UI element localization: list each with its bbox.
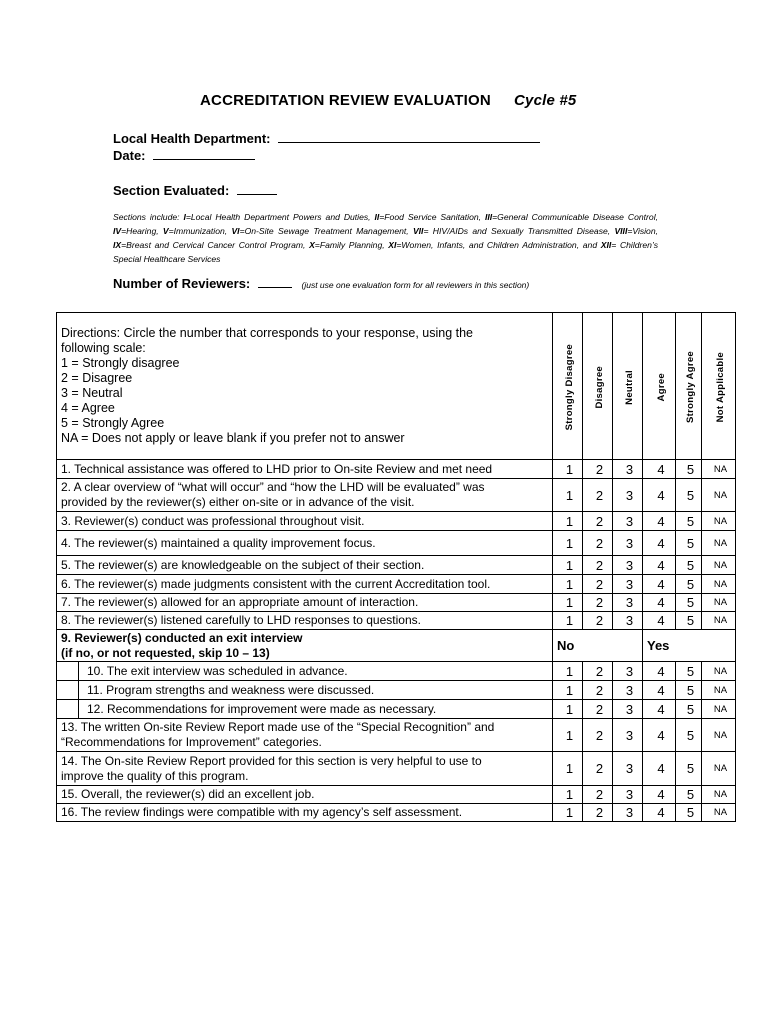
header-strongly-disagree: Strongly Disagree (553, 313, 583, 460)
indent-spacer (57, 662, 79, 681)
question-text: 5. The reviewer(s) are knowledgeable on the subject of their section. (57, 556, 553, 575)
section-text: =On-Site Sewage Treatment Management, (239, 226, 413, 236)
question-text: 6. The reviewer(s) made judgments consistent with the current Accreditation tool. (57, 575, 553, 594)
directions-cell (57, 313, 553, 460)
rating-na[interactable]: NA (702, 575, 736, 594)
section-numeral: VII (412, 226, 424, 236)
rating-2[interactable]: 2 (583, 612, 613, 630)
question-text: 7. The reviewer(s) allowed for an appropriate amount of interaction. (57, 594, 553, 612)
rating-3[interactable]: 3 (613, 556, 643, 575)
rating-2[interactable]: 2 (583, 479, 613, 512)
rating-3[interactable]: 3 (613, 681, 643, 700)
rating-2[interactable]: 2 (583, 512, 613, 531)
form-title (200, 92, 577, 109)
rating-4[interactable]: 4 (643, 752, 676, 786)
rating-3[interactable]: 3 (613, 662, 643, 681)
rating-3[interactable]: 3 (613, 594, 643, 612)
rating-na[interactable]: NA (702, 556, 736, 575)
rating-5[interactable]: 5 (676, 479, 702, 512)
rating-2[interactable]: 2 (583, 594, 613, 612)
local-health-department-line (113, 131, 540, 146)
directions-line: 1 = Strongly disagree (61, 356, 180, 370)
question-text: 13. The written On-site Review Report made use of the “Special Recognition” and “Recommendations for Improvement” categories. (57, 719, 553, 752)
section-text: =General Communicable Disease Control, (492, 212, 658, 222)
rating-5[interactable]: 5 (676, 556, 702, 575)
section-text: =Breast and Cervical Cancer Control Program, (121, 240, 310, 250)
rating-na[interactable]: NA (702, 594, 736, 612)
rating-1[interactable]: 1 (553, 786, 583, 804)
section-numeral: I (183, 212, 186, 222)
rating-3[interactable]: 3 (613, 752, 643, 786)
rating-2[interactable]: 2 (583, 786, 613, 804)
rating-3[interactable]: 3 (613, 719, 643, 752)
rating-5[interactable]: 5 (676, 752, 702, 786)
directions-line: 3 = Neutral (61, 386, 123, 400)
rating-4[interactable]: 4 (643, 681, 676, 700)
question-row-14 (57, 752, 736, 786)
section-evaluated-field[interactable] (237, 183, 277, 195)
question-row-9 (57, 630, 736, 662)
question-row-8 (57, 612, 736, 630)
rating-1[interactable]: 1 (553, 556, 583, 575)
question-row-13 (57, 719, 736, 752)
section-numeral: IV (113, 226, 122, 236)
rating-4[interactable]: 4 (643, 594, 676, 612)
question-text: 10. The exit interview was scheduled in advance. (79, 662, 553, 681)
question-row-5 (57, 556, 736, 575)
question-text: 3. Reviewer(s) conduct was professional throughout visit. (57, 512, 553, 531)
rating-5[interactable]: 5 (676, 719, 702, 752)
question-row-4 (57, 531, 736, 556)
local-health-department-field[interactable] (278, 131, 540, 143)
rating-2[interactable]: 2 (583, 700, 613, 719)
local-health-department-label: Local Health Department: (113, 131, 271, 146)
rating-5[interactable]: 5 (676, 804, 702, 822)
rating-1[interactable]: 1 (553, 662, 583, 681)
indent-spacer (57, 681, 79, 700)
directions-line: 4 = Agree (61, 401, 115, 415)
question-text: 14. The On-site Review Report provided for this section is very helpful to use to improve the quality of this program. (57, 752, 553, 786)
directions-line: NA = Does not apply or leave blank if you prefer not to answer (61, 431, 405, 445)
rating-4[interactable]: 4 (643, 479, 676, 512)
number-of-reviewers-field[interactable] (258, 276, 292, 288)
rating-1[interactable]: 1 (553, 752, 583, 786)
question-row-15 (57, 786, 736, 804)
rating-4[interactable]: 4 (643, 786, 676, 804)
question-row-3 (57, 512, 736, 531)
header-disagree: Disagree (583, 313, 613, 460)
question-text: 12. Recommendations for improvement were made as necessary. (79, 700, 553, 719)
rating-1[interactable]: 1 (553, 575, 583, 594)
question-row-12 (57, 700, 736, 719)
rating-4[interactable]: 4 (643, 531, 676, 556)
rating-5[interactable]: 5 (676, 662, 702, 681)
question-text: 2. A clear overview of “what will occur” and “how the LHD will be evaluated” was provided by the reviewer(s) either on-site or in advance of the visit. (57, 479, 553, 512)
question-row-1 (57, 460, 736, 479)
question-row-16 (57, 804, 736, 822)
rating-1[interactable]: 1 (553, 479, 583, 512)
rating-3[interactable]: 3 (613, 786, 643, 804)
question-text: 1. Technical assistance was offered to LHD prior to On-site Review and met need (57, 460, 553, 479)
section-numeral: VI (231, 226, 240, 236)
directions-line: Directions: Circle the number that corresponds to your response, using the (61, 326, 474, 340)
rating-na[interactable]: NA (702, 512, 736, 531)
section-numeral: III (484, 212, 493, 222)
section-numeral: IX (113, 240, 122, 250)
rating-1[interactable]: 1 (553, 681, 583, 700)
rating-3[interactable]: 3 (613, 512, 643, 531)
rating-3[interactable]: 3 (613, 612, 643, 630)
question-text: 8. The reviewer(s) listened carefully to LHD responses to questions. (57, 612, 553, 630)
section-numeral: II (374, 212, 380, 222)
rating-4[interactable]: 4 (643, 719, 676, 752)
rating-1[interactable]: 1 (553, 531, 583, 556)
section-numeral: XII (600, 240, 612, 250)
section-numeral: X (309, 240, 315, 250)
rating-4[interactable]: 4 (643, 556, 676, 575)
question-text: 11. Program strengths and weakness were discussed. (79, 681, 553, 700)
section-text: = HIV/AIDs and Sexually Transmitted Disease, (423, 226, 615, 236)
rating-5[interactable]: 5 (676, 700, 702, 719)
rating-4[interactable]: 4 (643, 700, 676, 719)
section-evaluated-label: Section Evaluated: (113, 183, 230, 198)
section-text: =Vision, (627, 226, 659, 236)
rating-na[interactable]: NA (702, 479, 736, 512)
section-text: = Children’s Special Healthcare Services (113, 240, 658, 264)
section-text: =Immunization, (168, 226, 232, 236)
section-numeral: VIII (614, 226, 628, 236)
section-numeral: V (162, 226, 169, 236)
title-text: ACCREDITATION REVIEW EVALUATION (200, 92, 491, 109)
rating-2[interactable]: 2 (583, 575, 613, 594)
number-of-reviewers-line (113, 276, 529, 291)
rating-4[interactable]: 4 (643, 460, 676, 479)
section-evaluated-line (113, 183, 277, 198)
rating-na[interactable]: NA (702, 460, 736, 479)
rating-na[interactable]: NA (702, 681, 736, 700)
rating-2[interactable]: 2 (583, 662, 613, 681)
question-row-11 (57, 681, 736, 700)
rating-1[interactable]: 1 (553, 512, 583, 531)
directions-line: 5 = Strongly Agree (61, 416, 165, 430)
indent-spacer (57, 700, 79, 719)
rating-2[interactable]: 2 (583, 681, 613, 700)
rating-na[interactable]: NA (702, 786, 736, 804)
rating-2[interactable]: 2 (583, 804, 613, 822)
directions-line: 2 = Disagree (61, 371, 133, 385)
rating-2[interactable]: 2 (583, 556, 613, 575)
rating-1[interactable]: 1 (553, 594, 583, 612)
rating-na[interactable]: NA (702, 531, 736, 556)
rating-3[interactable]: 3 (613, 531, 643, 556)
rating-3[interactable]: 3 (613, 575, 643, 594)
rating-2[interactable]: 2 (583, 531, 613, 556)
rating-1[interactable]: 1 (553, 700, 583, 719)
rating-1[interactable]: 1 (553, 719, 583, 752)
rating-4[interactable]: 4 (643, 612, 676, 630)
rating-3[interactable]: 3 (613, 804, 643, 822)
number-of-reviewers-note: (just use one evaluation form for all reviewers in this section) (301, 280, 530, 290)
question-text: 9. Reviewer(s) conducted an exit interview (if no, or not requested, skip 10 – 13) (57, 630, 553, 662)
answer-yes[interactable]: Yes (643, 630, 736, 662)
rating-1[interactable]: 1 (553, 460, 583, 479)
section-text: =Women, Infants, and Children Administration, and (396, 240, 601, 250)
rating-3[interactable]: 3 (613, 700, 643, 719)
question-row-10 (57, 662, 736, 681)
rating-na[interactable]: NA (702, 700, 736, 719)
question-text: 15. Overall, the reviewer(s) did an excellent job. (57, 786, 553, 804)
question-row-7 (57, 594, 736, 612)
rating-1[interactable]: 1 (553, 612, 583, 630)
rating-5[interactable]: 5 (676, 612, 702, 630)
date-line (113, 148, 255, 163)
answer-no[interactable]: No (553, 630, 643, 662)
header-not-applicable: Not Applicable (702, 313, 736, 460)
cycle-label: Cycle #5 (514, 92, 577, 109)
directions-line: following scale: (61, 341, 146, 355)
rating-1[interactable]: 1 (553, 804, 583, 822)
rating-5[interactable]: 5 (676, 531, 702, 556)
section-text: =Food Service Sanitation, (379, 212, 485, 222)
header-agree: Agree (643, 313, 676, 460)
rating-5[interactable]: 5 (676, 512, 702, 531)
rating-2[interactable]: 2 (583, 460, 613, 479)
number-of-reviewers-label: Number of Reviewers: (113, 276, 251, 291)
sections-include-text (113, 210, 658, 266)
question-row-2 (57, 479, 736, 512)
rating-5[interactable]: 5 (676, 575, 702, 594)
section-text: =Family Planning, (314, 240, 389, 250)
rating-na[interactable]: NA (702, 612, 736, 630)
rating-na[interactable]: NA (702, 662, 736, 681)
rating-4[interactable]: 4 (643, 575, 676, 594)
evaluation-table (56, 312, 736, 822)
question-text: 4. The reviewer(s) maintained a quality improvement focus. (57, 531, 553, 556)
date-label: Date: (113, 148, 146, 163)
rating-4[interactable]: 4 (643, 804, 676, 822)
rating-na[interactable]: NA (702, 719, 736, 752)
rating-5[interactable]: 5 (676, 594, 702, 612)
rating-na[interactable]: NA (702, 752, 736, 786)
rating-4[interactable]: 4 (643, 512, 676, 531)
question-row-6 (57, 575, 736, 594)
header-neutral: Neutral (613, 313, 643, 460)
section-text: =Hearing, (121, 226, 163, 236)
question-text: 16. The review findings were compatible with my agency’s self assessment. (57, 804, 553, 822)
date-field[interactable] (153, 148, 255, 160)
rating-3[interactable]: 3 (613, 460, 643, 479)
rating-4[interactable]: 4 (643, 662, 676, 681)
rating-2[interactable]: 2 (583, 719, 613, 752)
rating-2[interactable]: 2 (583, 752, 613, 786)
rating-3[interactable]: 3 (613, 479, 643, 512)
section-text: =Local Health Department Powers and Duties, (185, 212, 375, 222)
header-strongly-agree: Strongly Agree (676, 313, 702, 460)
rating-5[interactable]: 5 (676, 681, 702, 700)
section-numeral: XI (388, 240, 397, 250)
section-text: Sections include: (113, 212, 184, 222)
rating-na[interactable]: NA (702, 804, 736, 822)
rating-5[interactable]: 5 (676, 786, 702, 804)
rating-5[interactable]: 5 (676, 460, 702, 479)
